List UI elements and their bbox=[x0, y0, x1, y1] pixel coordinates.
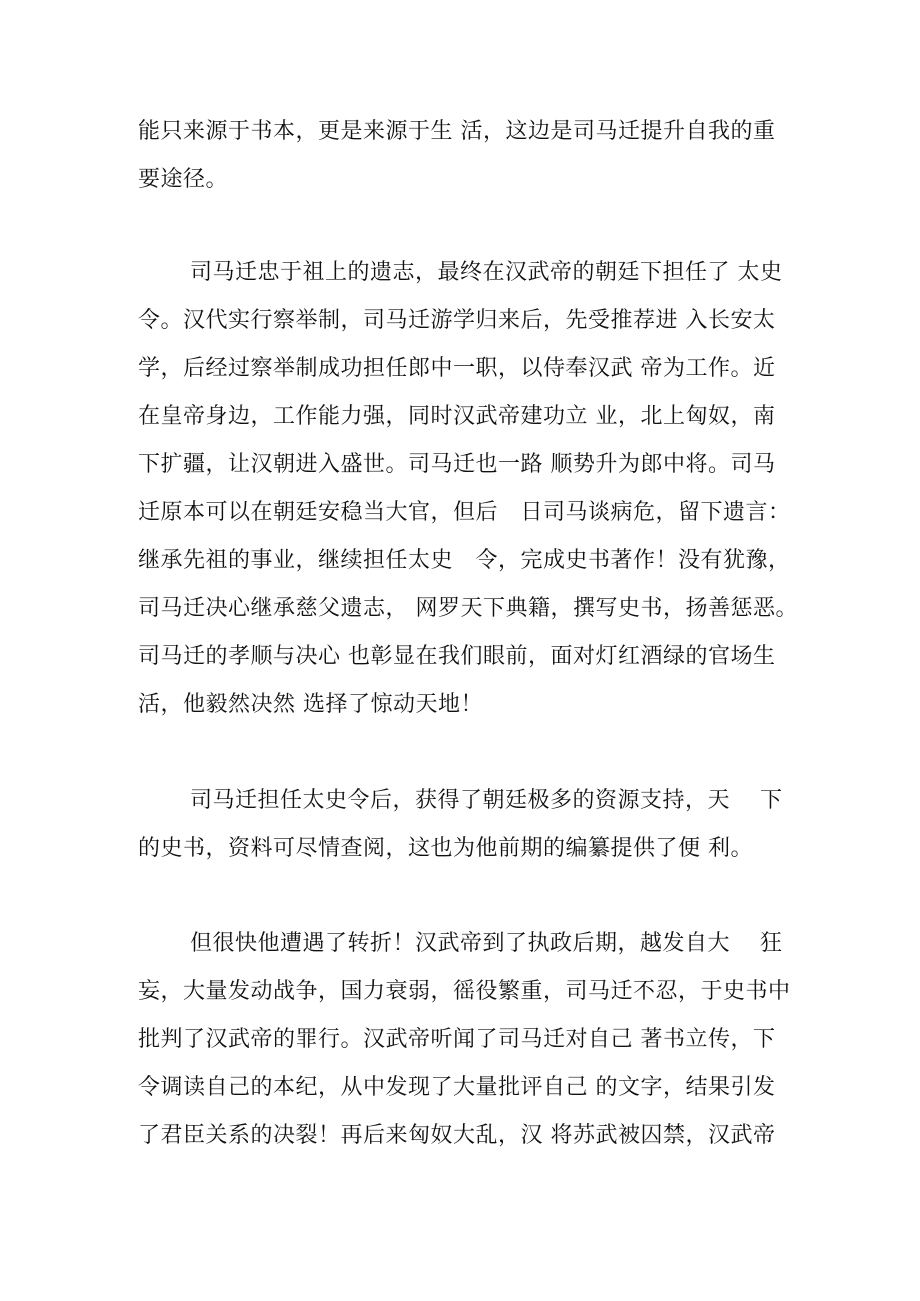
text-line: 要途径。 bbox=[138, 167, 229, 192]
text-line: 司马迁决心继承慈父遗志， 网罗天下典籍，撰写史书，扬善惩恶。 bbox=[138, 596, 798, 621]
text-line: 令调读自己的本纪，从中发现了大量批评自己 的文字，结果引发 bbox=[138, 1075, 776, 1100]
text-line: 司马迁的孝顺与决心 也彰显在我们眼前，面对灯红酒绿的官场生 bbox=[138, 644, 776, 669]
text-line: 下扩疆，让汉朝进入盛世。司马迁也一路 顺势升为郎中将。司马 bbox=[138, 452, 776, 477]
text-line: 司马迁担任太史令后，获得了朝廷极多的资源支持，天 下 bbox=[190, 788, 783, 813]
text-line: 令。汉代实行察举制，司马迁游学归来后，先受推荐进 入长安太 bbox=[138, 308, 776, 333]
text-line: 能只来源于书本，更是来源于生 活，这边是司马迁提升自我的重 bbox=[138, 119, 776, 144]
text-line: 在皇帝身边，工作能力强，同时汉武帝建功立 业，北上匈奴，南 bbox=[138, 404, 776, 429]
text-line: 的史书，资料可尽情查阅，这也为他前期的编纂提供了便 利。 bbox=[138, 836, 753, 861]
text-line: 活，他毅然决然 选择了惊动天地！ bbox=[138, 692, 483, 717]
text-line: 了君臣关系的决裂！再后来匈奴大乱，汉 将苏武被囚禁，汉武帝 bbox=[138, 1123, 776, 1148]
text-line: 迁原本可以在朝廷安稳当大官，但后 日司马谈病危，留下遗言： bbox=[138, 500, 791, 525]
text-line: 批判了汉武帝的罪行。汉武帝听闻了司马迁对自己 著书立传，下 bbox=[138, 1027, 776, 1052]
text-line: 妄，大量发动战争，国力衰弱，徭役繁重，司马迁不忍，于史书中 bbox=[138, 979, 791, 1004]
text-line: 但很快他遭遇了转折！汉武帝到了执政后期，越发自大 狂 bbox=[190, 931, 783, 956]
text-line: 继承先祖的事业，继续担任太史 令，完成史书著作！没有犹豫， bbox=[138, 548, 791, 573]
text-line: 学，后经过察举制成功担任郎中一职，以侍奉汉武 帝为工作。近 bbox=[138, 356, 776, 381]
text-line: 司马迁忠于祖上的遗志，最终在汉武帝的朝廷下担任了 太史 bbox=[190, 260, 783, 285]
